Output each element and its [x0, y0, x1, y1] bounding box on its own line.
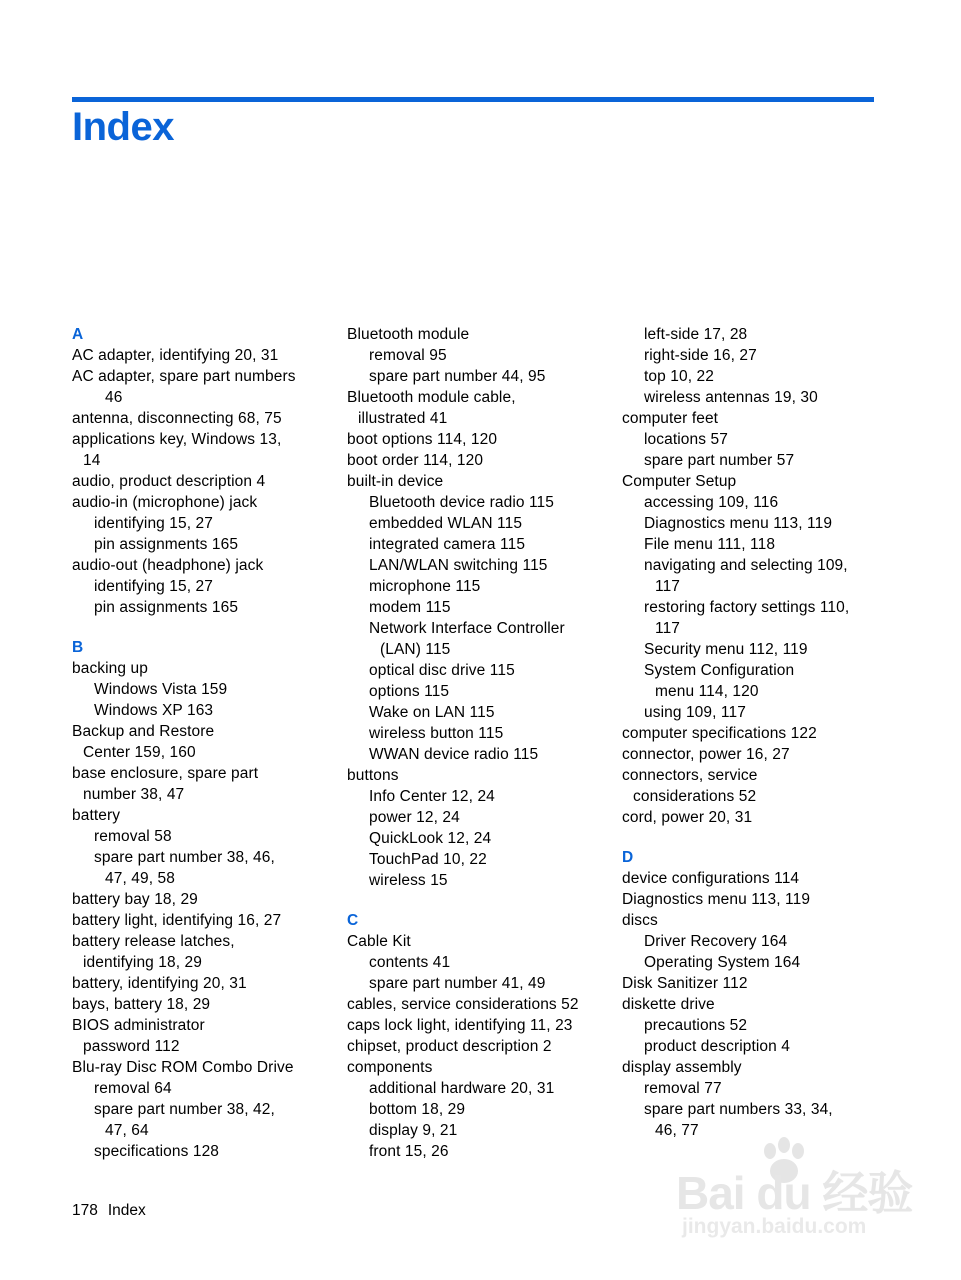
index-subentry: wireless button 115 [369, 725, 504, 742]
index-entry: audio-in (microphone) jack [72, 494, 258, 511]
index-entry: discs [622, 912, 658, 929]
index-entry: buttons [347, 767, 399, 784]
index-entry: battery bay 18, 29 [72, 891, 198, 908]
index-subentry: using 109, 117 [644, 704, 746, 721]
index-subentry: embedded WLAN 115 [369, 515, 523, 532]
index-subentry: locations 57 [644, 431, 728, 448]
index-subentry: LAN/WLAN switching 115 [369, 557, 548, 574]
index-letter-heading: A [72, 326, 84, 343]
index-entry: components [347, 1059, 433, 1076]
index-subentry: bottom 18, 29 [369, 1101, 466, 1118]
index-subentry: additional hardware 20, 31 [369, 1080, 555, 1097]
index-subentry: pin assignments 165 [94, 599, 239, 616]
index-entry: boot order 114, 120 [347, 452, 484, 469]
index-subentry: precautions 52 [644, 1017, 748, 1034]
title-rule [72, 97, 874, 102]
index-entry: bays, battery 18, 29 [72, 996, 211, 1013]
index-subentry: Info Center 12, 24 [369, 788, 495, 805]
index-subentry: spare part number 38, 42, [94, 1101, 275, 1118]
index-entry: connector, power 16, 27 [622, 746, 790, 763]
index-subentry: contents 41 [369, 954, 451, 971]
index-letter-heading: D [622, 849, 634, 866]
index-entry: Center 159, 160 [83, 744, 196, 761]
index-entry: audio-out (headphone) jack [72, 557, 264, 574]
index-entry: Bluetooth module [347, 326, 470, 343]
index-entry: audio, product description 4 [72, 473, 266, 490]
index-subentry: options 115 [369, 683, 450, 700]
index-subentry: top 10, 22 [644, 368, 714, 385]
index-subentry: (LAN) 115 [380, 641, 451, 658]
index-entry: identifying 18, 29 [83, 954, 202, 971]
index-entry: password 112 [83, 1038, 180, 1055]
index-subentry: 47, 64 [105, 1122, 149, 1139]
index-subentry: accessing 109, 116 [644, 494, 779, 511]
baidu-watermark [676, 1135, 916, 1250]
index-subentry: pin assignments 165 [94, 536, 239, 553]
index-subentry: File menu 111, 118 [644, 536, 776, 553]
index-subentry: 117 [655, 578, 681, 595]
index-subentry: removal 64 [94, 1080, 172, 1097]
index-entry: computer specifications 122 [622, 725, 817, 742]
index-entry: considerations 52 [633, 788, 757, 805]
index-column-2 [347, 324, 607, 1162]
index-subentry: navigating and selecting 109, [644, 557, 848, 574]
index-entry: built-in device [347, 473, 444, 490]
index-entry: connectors, service [622, 767, 758, 784]
page-footer [72, 1202, 156, 1220]
index-entry: BIOS administrator [72, 1017, 205, 1034]
index-subentry: specifications 128 [94, 1143, 220, 1160]
index-subentry: menu 114, 120 [655, 683, 759, 700]
index-entry: Diagnostics menu 113, 119 [622, 891, 811, 908]
index-subentry: Diagnostics menu 113, 119 [644, 515, 833, 532]
index-subentry: wireless antennas 19, 30 [644, 389, 818, 406]
footer-section: Index [107, 1202, 146, 1219]
index-subentry: System Configuration [644, 662, 795, 679]
index-subentry: restoring factory settings 110, [644, 599, 850, 616]
index-subentry: right-side 16, 27 [644, 347, 757, 364]
page-number: 178 [72, 1202, 98, 1219]
index-entry: applications key, Windows 13, [72, 431, 282, 448]
watermark-logo: Bai du 经验 [676, 1167, 913, 1219]
index-entry: display assembly [622, 1059, 742, 1076]
index-subentry: front 15, 26 [369, 1143, 449, 1160]
index-entry: antenna, disconnecting 68, 75 [72, 410, 282, 427]
index-entry: device configurations 114 [622, 870, 800, 887]
index-column-1 [72, 324, 322, 1162]
index-subentry: Windows XP 163 [94, 702, 214, 719]
index-subentry: removal 58 [94, 828, 172, 845]
index-entry: boot options 114, 120 [347, 431, 498, 448]
index-entry: illustrated 41 [358, 410, 448, 427]
index-subentry: wireless 15 [369, 872, 448, 889]
index-entry: number 38, 47 [83, 786, 185, 803]
index-subentry: 46, 77 [655, 1122, 699, 1139]
index-subentry: Driver Recovery 164 [644, 933, 788, 950]
index-subentry: Network Interface Controller [369, 620, 565, 637]
index-letter-heading: B [72, 639, 84, 656]
index-entry: Backup and Restore [72, 723, 215, 740]
index-subentry: removal 77 [644, 1080, 722, 1097]
index-subentry: 117 [655, 620, 681, 637]
index-subentry: spare part number 38, 46, [94, 849, 275, 866]
index-subentry: left-side 17, 28 [644, 326, 748, 343]
index-entry: cables, service considerations 52 [347, 996, 579, 1013]
index-subentry: removal 95 [369, 347, 447, 364]
index-entry: base enclosure, spare part [72, 765, 259, 782]
index-subentry: modem 115 [369, 599, 451, 616]
index-subentry: spare part number 44, 95 [369, 368, 546, 385]
index-entry: computer feet [622, 410, 719, 427]
index-column-3 [622, 324, 882, 1141]
index-subentry: product description 4 [644, 1038, 790, 1055]
index-entry: Disk Sanitizer 112 [622, 975, 748, 992]
index-entry: Cable Kit [347, 933, 411, 950]
index-entry: battery, identifying 20, 31 [72, 975, 247, 992]
index-subentry: Bluetooth device radio 115 [369, 494, 554, 511]
index-subentry: 47, 49, 58 [105, 870, 175, 887]
index-subentry: identifying 15, 27 [94, 578, 213, 595]
index-subentry: QuickLook 12, 24 [369, 830, 492, 847]
index-entry: diskette drive [622, 996, 715, 1013]
index-subentry: spare part numbers 33, 34, [644, 1101, 833, 1118]
index-letter-heading: C [347, 912, 359, 929]
index-subentry: display 9, 21 [369, 1122, 458, 1139]
index-entry: AC adapter, spare part numbers [72, 368, 296, 385]
index-subentry: WWAN device radio 115 [369, 746, 539, 763]
index-entry: cord, power 20, 31 [622, 809, 753, 826]
index-entry: Bluetooth module cable, [347, 389, 516, 406]
index-subentry: Windows Vista 159 [94, 681, 228, 698]
page-title: Index [72, 105, 174, 149]
index-subentry: 46 [105, 389, 123, 406]
index-entry: AC adapter, identifying 20, 31 [72, 347, 279, 364]
index-entry: chipset, product description 2 [347, 1038, 552, 1055]
index-entry: Computer Setup [622, 473, 737, 490]
index-entry: battery release latches, [72, 933, 235, 950]
index-entry: caps lock light, identifying 11, 23 [347, 1017, 573, 1034]
index-subentry: Wake on LAN 115 [369, 704, 495, 721]
index-subentry: spare part number 41, 49 [369, 975, 546, 992]
index-subentry: identifying 15, 27 [94, 515, 213, 532]
index-entry: 14 [83, 452, 101, 469]
index-subentry: microphone 115 [369, 578, 481, 595]
index-subentry: power 12, 24 [369, 809, 460, 826]
watermark-url: jingyan.baidu.com [682, 1215, 867, 1238]
index-subentry: TouchPad 10, 22 [369, 851, 487, 868]
index-subentry: Operating System 164 [644, 954, 801, 971]
index-entry: backing up [72, 660, 148, 677]
index-entry: battery light, identifying 16, 27 [72, 912, 282, 929]
index-subentry: integrated camera 115 [369, 536, 526, 553]
index-subentry: Security menu 112, 119 [644, 641, 808, 658]
index-subentry: spare part number 57 [644, 452, 795, 469]
index-entry: Blu-ray Disc ROM Combo Drive [72, 1059, 294, 1076]
index-entry: battery [72, 807, 121, 824]
index-subentry: optical disc drive 115 [369, 662, 515, 679]
